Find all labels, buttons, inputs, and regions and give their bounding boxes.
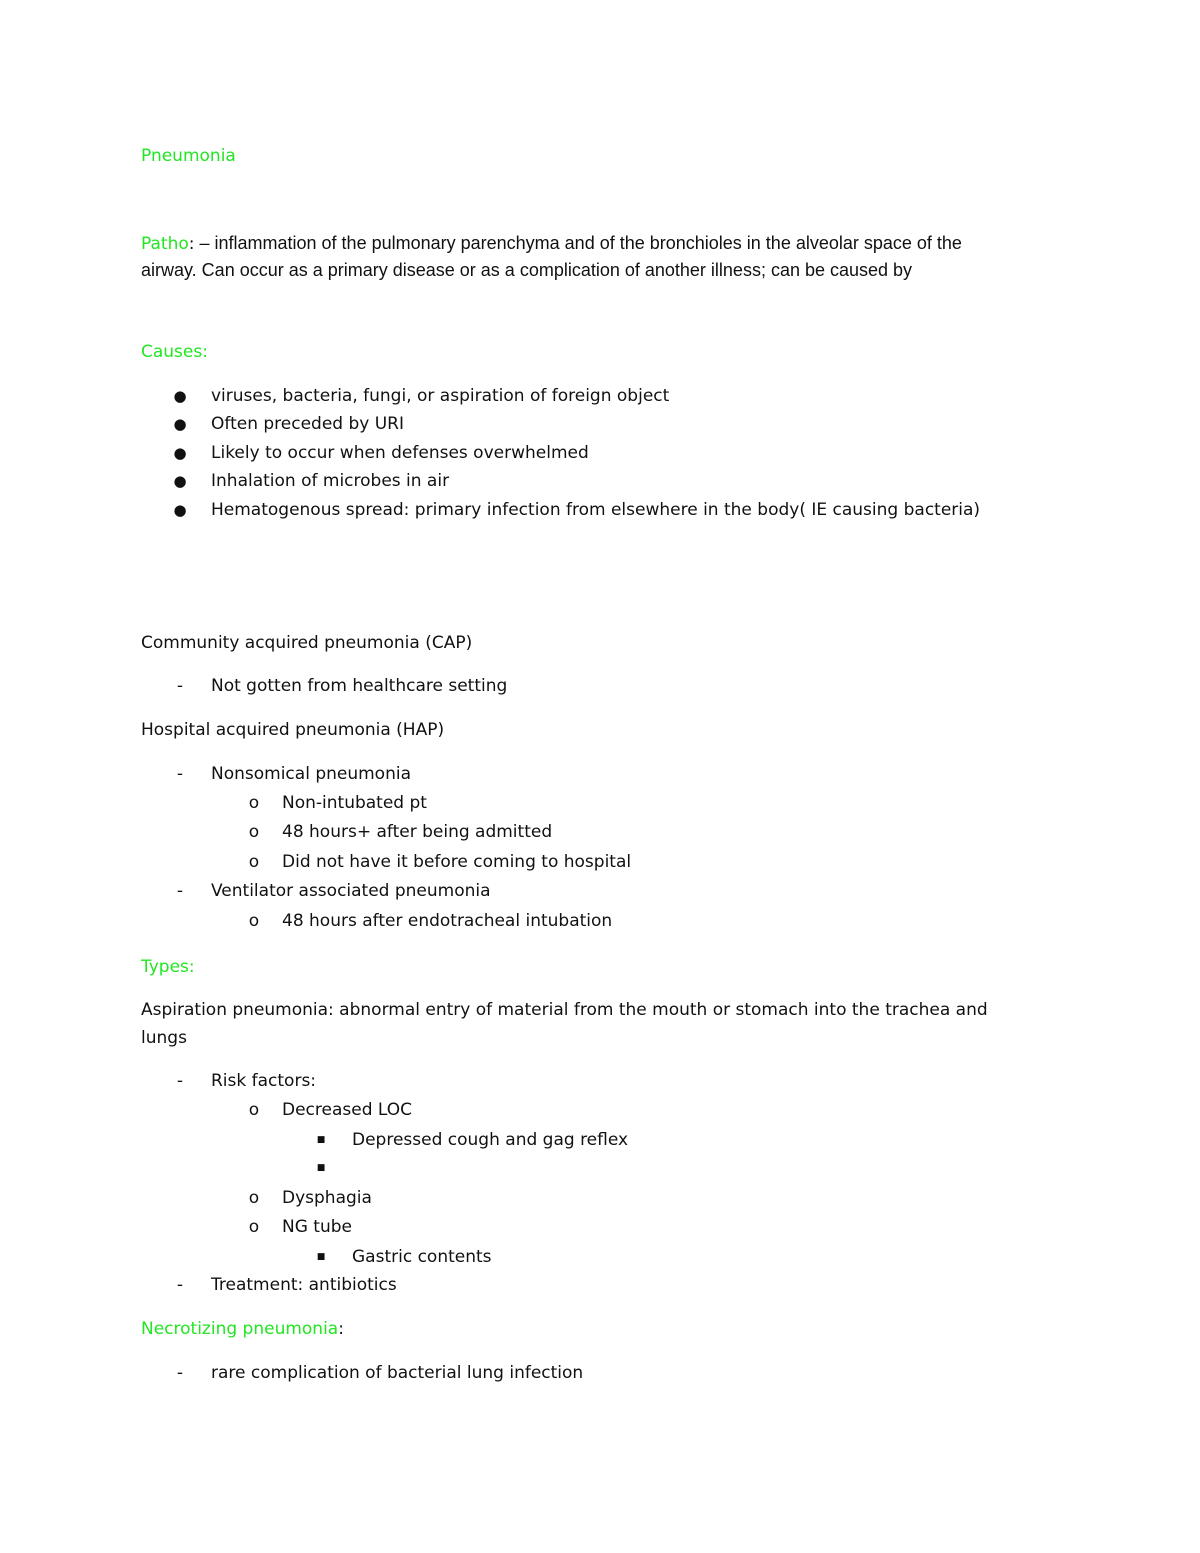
circle-marker: o — [248, 793, 260, 813]
causes-heading: Causes: — [141, 342, 208, 362]
cause-item-3: Likely to occur when defenses overwhelmed — [211, 443, 589, 463]
necrotizing-colon: : — [338, 1319, 344, 1339]
circle-marker: o — [248, 852, 260, 872]
page-title: Pneumonia — [141, 146, 236, 166]
hap-vap: Ventilator associated pneumonia — [211, 881, 491, 901]
necrotizing-label: Necrotizing pneumonia — [141, 1319, 339, 1339]
dash-marker: - — [176, 1071, 184, 1091]
hap-nosocomial-item-3: Did not have it before coming to hospital — [282, 852, 632, 872]
ng-tube: NG tube — [282, 1217, 352, 1237]
circle-marker: o — [248, 822, 260, 842]
dash-marker: - — [176, 1363, 184, 1383]
hap-vap-item-1: 48 hours after endotracheal intubation — [282, 911, 613, 931]
bullet-marker: ● — [173, 501, 187, 519]
circle-marker: o — [248, 1217, 260, 1237]
cause-item-2: Often preceded by URI — [211, 414, 405, 434]
patho-label: Patho — [141, 234, 189, 254]
circle-marker: o — [248, 1100, 260, 1120]
hap-nosocomial: Nonsomical pneumonia — [211, 764, 411, 784]
treatment: Treatment: antibiotics — [211, 1275, 397, 1295]
bullet-marker: ● — [173, 444, 187, 462]
bullet-marker: ● — [173, 472, 187, 490]
hap-nosocomial-item-1: Non-intubated pt — [282, 793, 427, 813]
dash-marker: - — [176, 764, 184, 784]
aspiration-line-2: lungs — [141, 1028, 187, 1048]
cap-heading: Community acquired pneumonia (CAP) — [141, 633, 473, 653]
square-marker: ■ — [316, 1252, 326, 1262]
square-marker: ■ — [316, 1163, 326, 1173]
circle-marker: o — [248, 911, 260, 931]
hap-heading: Hospital acquired pneumonia (HAP) — [141, 720, 445, 740]
cap-item-1: Not gotten from healthcare setting — [211, 676, 508, 696]
risk-factors: Risk factors: — [211, 1071, 317, 1091]
bullet-marker: ● — [173, 415, 187, 433]
circle-marker: o — [248, 1188, 260, 1208]
patho-colon: : — [188, 234, 195, 254]
cause-item-5: Hematogenous spread: primary infection from elsewhere in the body( IE causing bacteria) — [211, 500, 981, 520]
dash-marker: - — [176, 1275, 184, 1295]
patho-text-1: – inflammation of the pulmonary parenchyma and of the bronchioles in the alveolar space of the — [194, 233, 962, 253]
types-heading: Types: — [141, 957, 195, 977]
cause-item-1: viruses, bacteria, fungi, or aspiration of foreign object — [211, 386, 670, 406]
ng-tube-item-1: Gastric contents — [352, 1247, 492, 1267]
square-marker: ■ — [316, 1135, 326, 1145]
dash-marker: - — [176, 676, 184, 696]
patho-line-2: airway. Can occur as a primary disease or as a complication of another illness; can be caused by — [141, 260, 913, 280]
decreased-loc-item-1: Depressed cough and gag reflex — [352, 1130, 629, 1150]
necrotizing-item-1: rare complication of bacterial lung infection — [211, 1363, 584, 1383]
decreased-loc: Decreased LOC — [282, 1100, 413, 1120]
bullet-marker: ● — [173, 387, 187, 405]
dash-marker: - — [176, 881, 184, 901]
hap-nosocomial-item-2: 48 hours+ after being admitted — [282, 822, 553, 842]
dysphagia: Dysphagia — [282, 1188, 372, 1208]
cause-item-4: Inhalation of microbes in air — [211, 471, 450, 491]
necrotizing-heading — [141, 1318, 344, 1340]
patho-line-1 — [141, 232, 962, 255]
aspiration-line-1: Aspiration pneumonia: abnormal entry of material from the mouth or stomach into the trachea and — [141, 1000, 988, 1020]
